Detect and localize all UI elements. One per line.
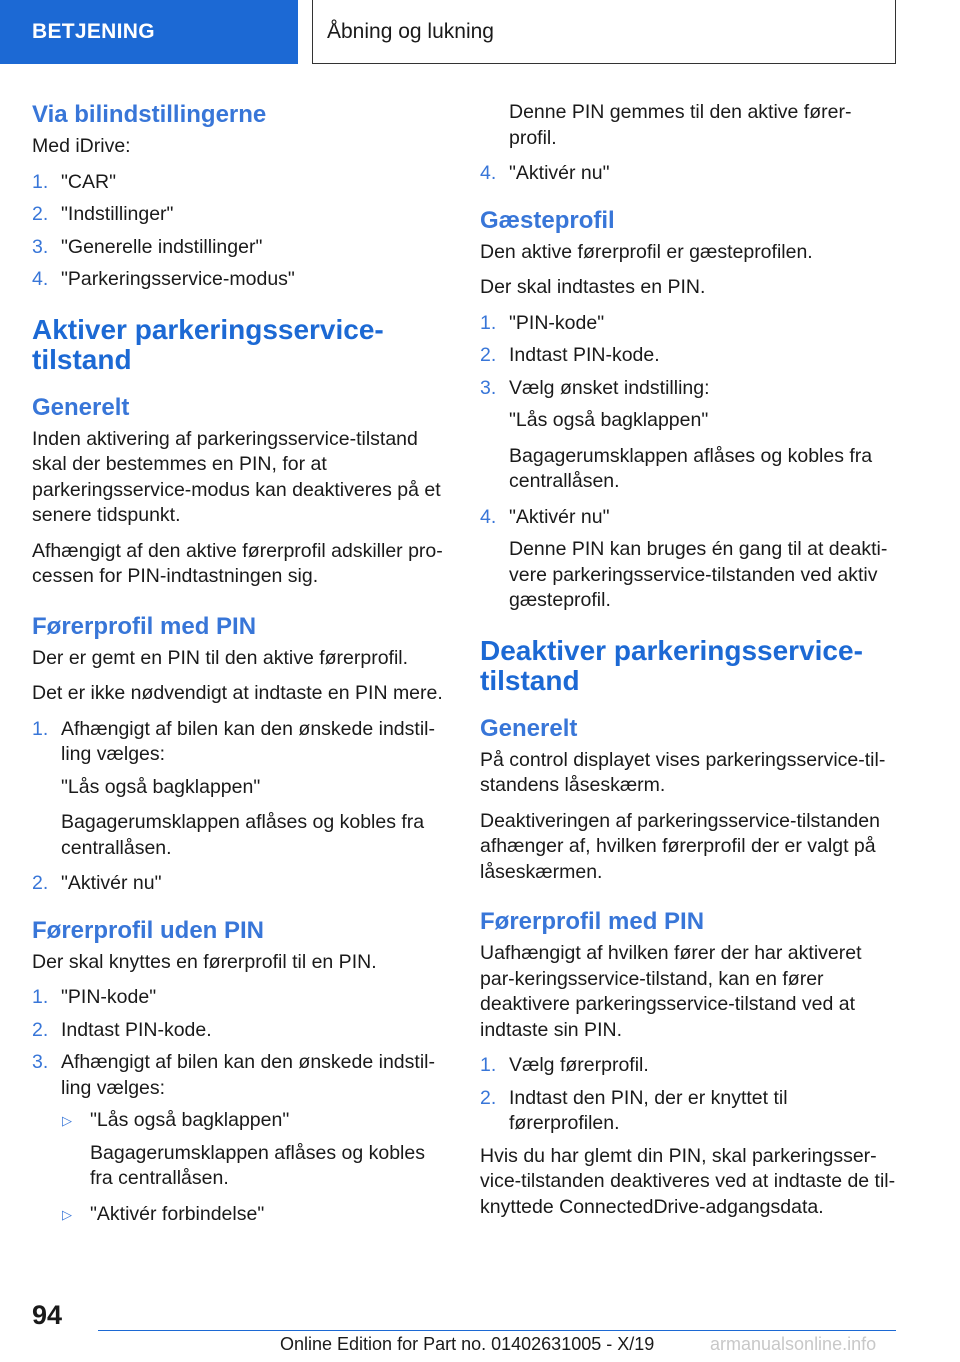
step-text: "Generelle indstillinger" — [61, 235, 263, 258]
step-number: 2. — [480, 344, 497, 366]
step-number: 2. — [32, 203, 49, 225]
step-text: Afhængigt af bilen kan den ønskede indstil-ling vælges: — [61, 717, 435, 765]
with-pin-paragraph: Uafhængigt af hvilken fører der har aktiveret par-keringsservice-tilstand, kan en fører deaktivere parkeringsservice-tilstand ved at indtaste sin PIN. — [480, 942, 862, 1041]
forgot-pin-paragraph: Hvis du har glemt din PIN, skal parkeringsser-vice-tilstanden deaktiveres ved at indtaste de til-knyttede ConnectedDrive-adgangsdata. — [480, 1144, 896, 1218]
bullet-item — [32, 1202, 448, 1228]
step-number: 2. — [32, 1018, 49, 1041]
step-text: Indtast PIN-kode. — [509, 344, 660, 366]
step-number: 3. — [480, 376, 497, 399]
step-number: 3. — [32, 1051, 49, 1073]
list-item — [32, 235, 448, 261]
via-intro: Med iDrive: — [32, 135, 131, 157]
without-pin-paragraph: Der skal knyttes en førerprofil til en PIN. — [32, 950, 377, 973]
list-item — [32, 1018, 448, 1044]
step-number: 1. — [480, 311, 497, 334]
step-text: Afhængigt af bilen kan den ønskede indstil-ling vælges: — [61, 1051, 435, 1099]
with-pin-heading: Førerprofil med PIN — [480, 908, 705, 935]
step-number: 1. — [32, 170, 49, 193]
list-item — [480, 376, 896, 402]
page-number: 94 — [32, 1300, 63, 1330]
step-text: "Aktivér nu" — [509, 162, 610, 184]
activate-heading-line2: tilstand — [32, 343, 132, 375]
deactivate-heading — [480, 636, 896, 696]
general-heading: Generelt — [480, 714, 578, 742]
guest-heading: Gæsteprofil — [480, 206, 615, 234]
section-tab: BETJENING — [0, 0, 298, 64]
triangle-bullet-icon: ▷ — [62, 1206, 72, 1222]
step-text: "Aktivér nu" — [61, 872, 162, 894]
general-paragraph-2: Afhængigt af den aktive førerprofil adskiller pro-cessen for PIN-indtastningen sig. — [32, 539, 443, 587]
step-description: Denne PIN kan bruges én gang til at deakti-vere parkeringsservice-tilstanden ved aktiv gæsteprofil. — [509, 538, 888, 611]
list-item — [480, 1053, 896, 1079]
list-item — [480, 1086, 896, 1137]
step-text: "Aktivér nu" — [509, 505, 610, 528]
step-number: 3. — [32, 235, 49, 258]
step-text: Indtast PIN-kode. — [61, 1018, 212, 1041]
step-number: 1. — [480, 1054, 497, 1076]
general-heading: Generelt — [32, 393, 130, 421]
guest-paragraph-1: Den aktive førerprofil er gæsteprofilen. — [480, 240, 813, 263]
step-number: 1. — [32, 717, 49, 740]
step-number: 1. — [32, 986, 49, 1008]
continued-text: Denne PIN gemmes til den aktive fører-profil. — [509, 101, 852, 149]
triangle-bullet-icon: ▷ — [62, 1113, 72, 1128]
deactivate-heading-line2: tilstand — [480, 664, 580, 696]
with-pin-paragraph-1: Der er gemt en PIN til den aktive førerprofil. — [32, 646, 409, 669]
watermark: armanualsonline.info — [710, 1334, 877, 1354]
step-text: "Indstillinger" — [61, 203, 174, 225]
step-text: "CAR" — [61, 170, 117, 193]
step-text: "PIN-kode" — [61, 986, 157, 1008]
footer-divider — [98, 1330, 896, 1331]
step-number: 4. — [480, 505, 497, 528]
page-header-title: Åbning og lukning — [312, 0, 896, 64]
step-number: 2. — [32, 872, 49, 894]
list-item — [32, 1050, 448, 1101]
edition-footer: Online Edition for Part no. 01402631005 - X/19 — [280, 1334, 655, 1354]
step-text: Vælg førerprofil. — [509, 1054, 649, 1076]
via-steps — [32, 170, 448, 293]
with-pin-heading: Førerprofil med PIN — [32, 612, 257, 640]
bullet-text: "Aktivér forbindelse" — [90, 1202, 265, 1225]
step-number: 4. — [32, 268, 49, 290]
general-paragraph-1: Inden aktivering af parkeringsservice-tilstand skal der bestemmes en PIN, for at parkeringsservice-modus kan deaktiveres på et senere tidspunkt. — [32, 427, 441, 526]
option-description: Bagagerumsklappen aflåses og kobles fra centrallåsen. — [509, 444, 873, 492]
list-item — [32, 202, 448, 228]
step-text: Indtast den PIN, der er knyttet til førerprofilen. — [509, 1086, 788, 1134]
option-description: Bagagerumsklappen aflåses og kobles fra centrallåsen. — [61, 811, 425, 859]
list-item — [480, 505, 896, 531]
step-text: "PIN-kode" — [509, 311, 605, 334]
list-item — [32, 267, 448, 293]
list-item — [32, 985, 448, 1011]
via-heading: Via bilindstillingerne — [32, 101, 267, 128]
list-item — [480, 343, 896, 369]
bullet-description: Bagagerumsklappen aflåses og kobles fra centrallåsen. — [90, 1141, 425, 1189]
list-item — [32, 717, 448, 768]
deactivate-heading-line1: Deaktiver parkeringsservice- — [480, 634, 863, 666]
step-text: "Parkeringsservice-modus" — [61, 268, 295, 290]
general-paragraph-1: På control displayet vises parkeringsservice-til-standens låseskærm. — [480, 748, 886, 796]
step-number: 4. — [480, 162, 497, 184]
left-column — [32, 100, 448, 1234]
activate-heading — [32, 315, 448, 375]
general-paragraph-2: Deaktiveringen af parkeringsservice-tilstanden afhænger af, hvilken førerprofil der er valgt på låseskærmen. — [480, 809, 880, 883]
with-pin-paragraph-2: Det er ikke nødvendigt at indtaste en PIN mere. — [32, 682, 443, 704]
right-column — [480, 100, 896, 1230]
step-text: Vælg ønsket indstilling: — [509, 376, 710, 399]
list-item — [480, 161, 896, 187]
activate-heading-line1: Aktiver parkeringsservice- — [32, 313, 384, 345]
option-label: "Lås også bagklappen" — [61, 775, 261, 798]
list-item — [32, 170, 448, 196]
option-label: "Lås også bagklappen" — [509, 409, 709, 431]
bullet-text: "Lås også bagklappen" — [90, 1109, 290, 1131]
list-item — [480, 311, 896, 337]
guest-paragraph-2: Der skal indtastes en PIN. — [480, 276, 706, 298]
without-pin-heading: Førerprofil uden PIN — [32, 916, 265, 944]
step-number: 2. — [480, 1086, 497, 1109]
bullet-item — [32, 1108, 448, 1134]
list-item — [32, 871, 448, 897]
